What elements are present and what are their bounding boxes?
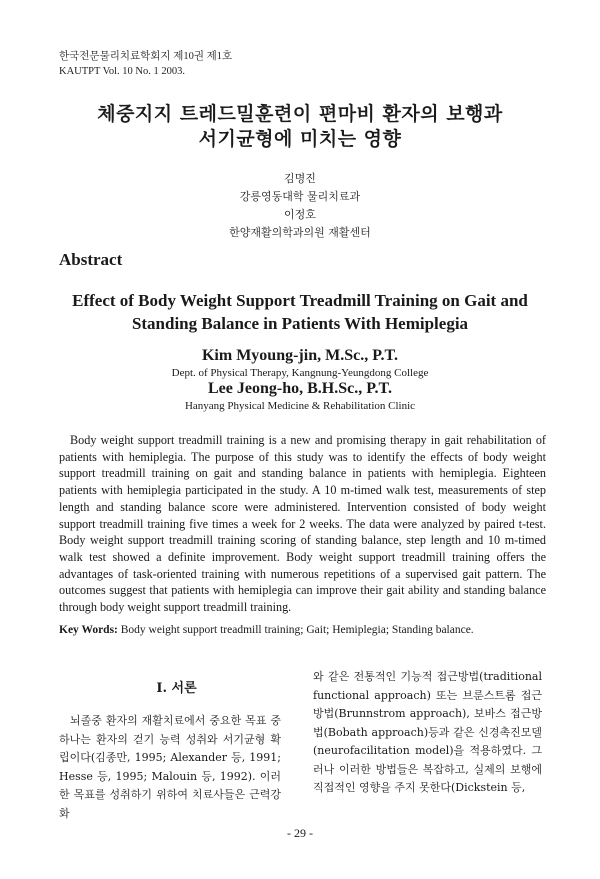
body-column-left [59, 712, 281, 823]
korean-author-affiliation: 강릉영동대학 물리치료과 [239, 190, 361, 203]
english-author-name: Kim Myoung-jin, M.Sc., P.T. [201, 347, 398, 364]
section-heading: Ⅰ. 서론 [156, 681, 197, 696]
korean-author-name: 이정호 [284, 208, 316, 221]
korean-title-line1: 체중지지 트레드밀훈련이 편마비 환자의 보행과 [97, 103, 503, 125]
body-paragraph: 와 같은 전통적인 기능적 접근방법(traditional functional approach) 또는 브룬스트롬 접근방법(Brunnstrom approach), 보바스 접근방법(Bobath approach)등과 같은 신경촉진모델(neurofacilitation model)을 적용하였다. 그러나 이러한 방법들은 복잡하고, 실제의 보행에 직접적인 영향을 주지 못한다(Dickstein 등, [313, 670, 542, 794]
english-title-line1: Effect of Body Weight Support Treadmill Training on Gait and [72, 291, 528, 310]
english-title-line2: Standing Balance in Patients With Hemiplegia [131, 314, 469, 333]
korean-author-affiliation: 한양재활의학과의원 재활센터 [229, 226, 371, 239]
abstract-heading: Abstract [59, 250, 123, 269]
english-author-1 [0, 346, 600, 380]
keywords-label: Key Words: [59, 624, 118, 636]
korean-authors [0, 170, 600, 242]
keywords-text: Body weight support treadmill training; Gait; Hemiplegia; Standing balance. [117, 624, 474, 636]
korean-title-line2: 서기균형에 미치는 영향 [198, 128, 402, 150]
english-author-affiliation: Dept. of Physical Therapy, Kangnung-Yeungdong College [171, 367, 429, 379]
english-author-affiliation: Hanyang Physical Medicine & Rehabilitation Clinic [184, 400, 416, 412]
page-number: - 29 - [287, 826, 313, 840]
abstract-body: Body weight support treadmill training is a new and promising therapy in gait rehabilitation of patients with hemiplegia. The purpose of this study was to identify the effects of body weight support treadmill training on gait and standing balance in patients with hemiplegia. Eighteen patients with hemiplegia participated in the study. A 10 m-timed walk test, measurements of step length and standing balance score were administered. Intervention consisted of body weight support treadmill training five times a week for 2 weeks. The data were analyzed by paired t-test. Body weight support treadmill training scoring of standing balance, step length and 10 m-timed walk test showed a definite improvement. Body weight support treadmill training offers the advantages of task-oriented training with numerous repetitions of a supervised gait pattern. The outcomes suggest that patients with hemiplegia can improve their gait ability and standing balance through body weight support treadmill training. [59, 433, 546, 615]
keywords [59, 624, 474, 636]
journal-citation: KAUTPT Vol. 10 No. 1 2003. [59, 66, 186, 77]
journal-header [59, 49, 232, 79]
english-title [20, 289, 580, 335]
body-paragraph: 뇌졸중 환자의 재활치료에서 중요한 목표 중 하나는 환자의 걷기 능력 성취와 서기균형 확립이다(김종만, 1995; Alexander 등, 1991; Hesse 등, 1995; Malouin 등, 1992). 이러한 목표를 성취하기 위하여 치료사들은 근력강화 [59, 714, 281, 820]
journal-korean-name: 한국전문물리치료학회지 제10권 제1호 [59, 51, 233, 62]
body-column-right [313, 668, 542, 798]
english-author-name: Lee Jeong-ho, B.H.Sc., P.T. [207, 380, 392, 397]
korean-author-name: 김명진 [284, 172, 316, 185]
english-author-2 [0, 379, 600, 413]
korean-title [0, 102, 600, 152]
